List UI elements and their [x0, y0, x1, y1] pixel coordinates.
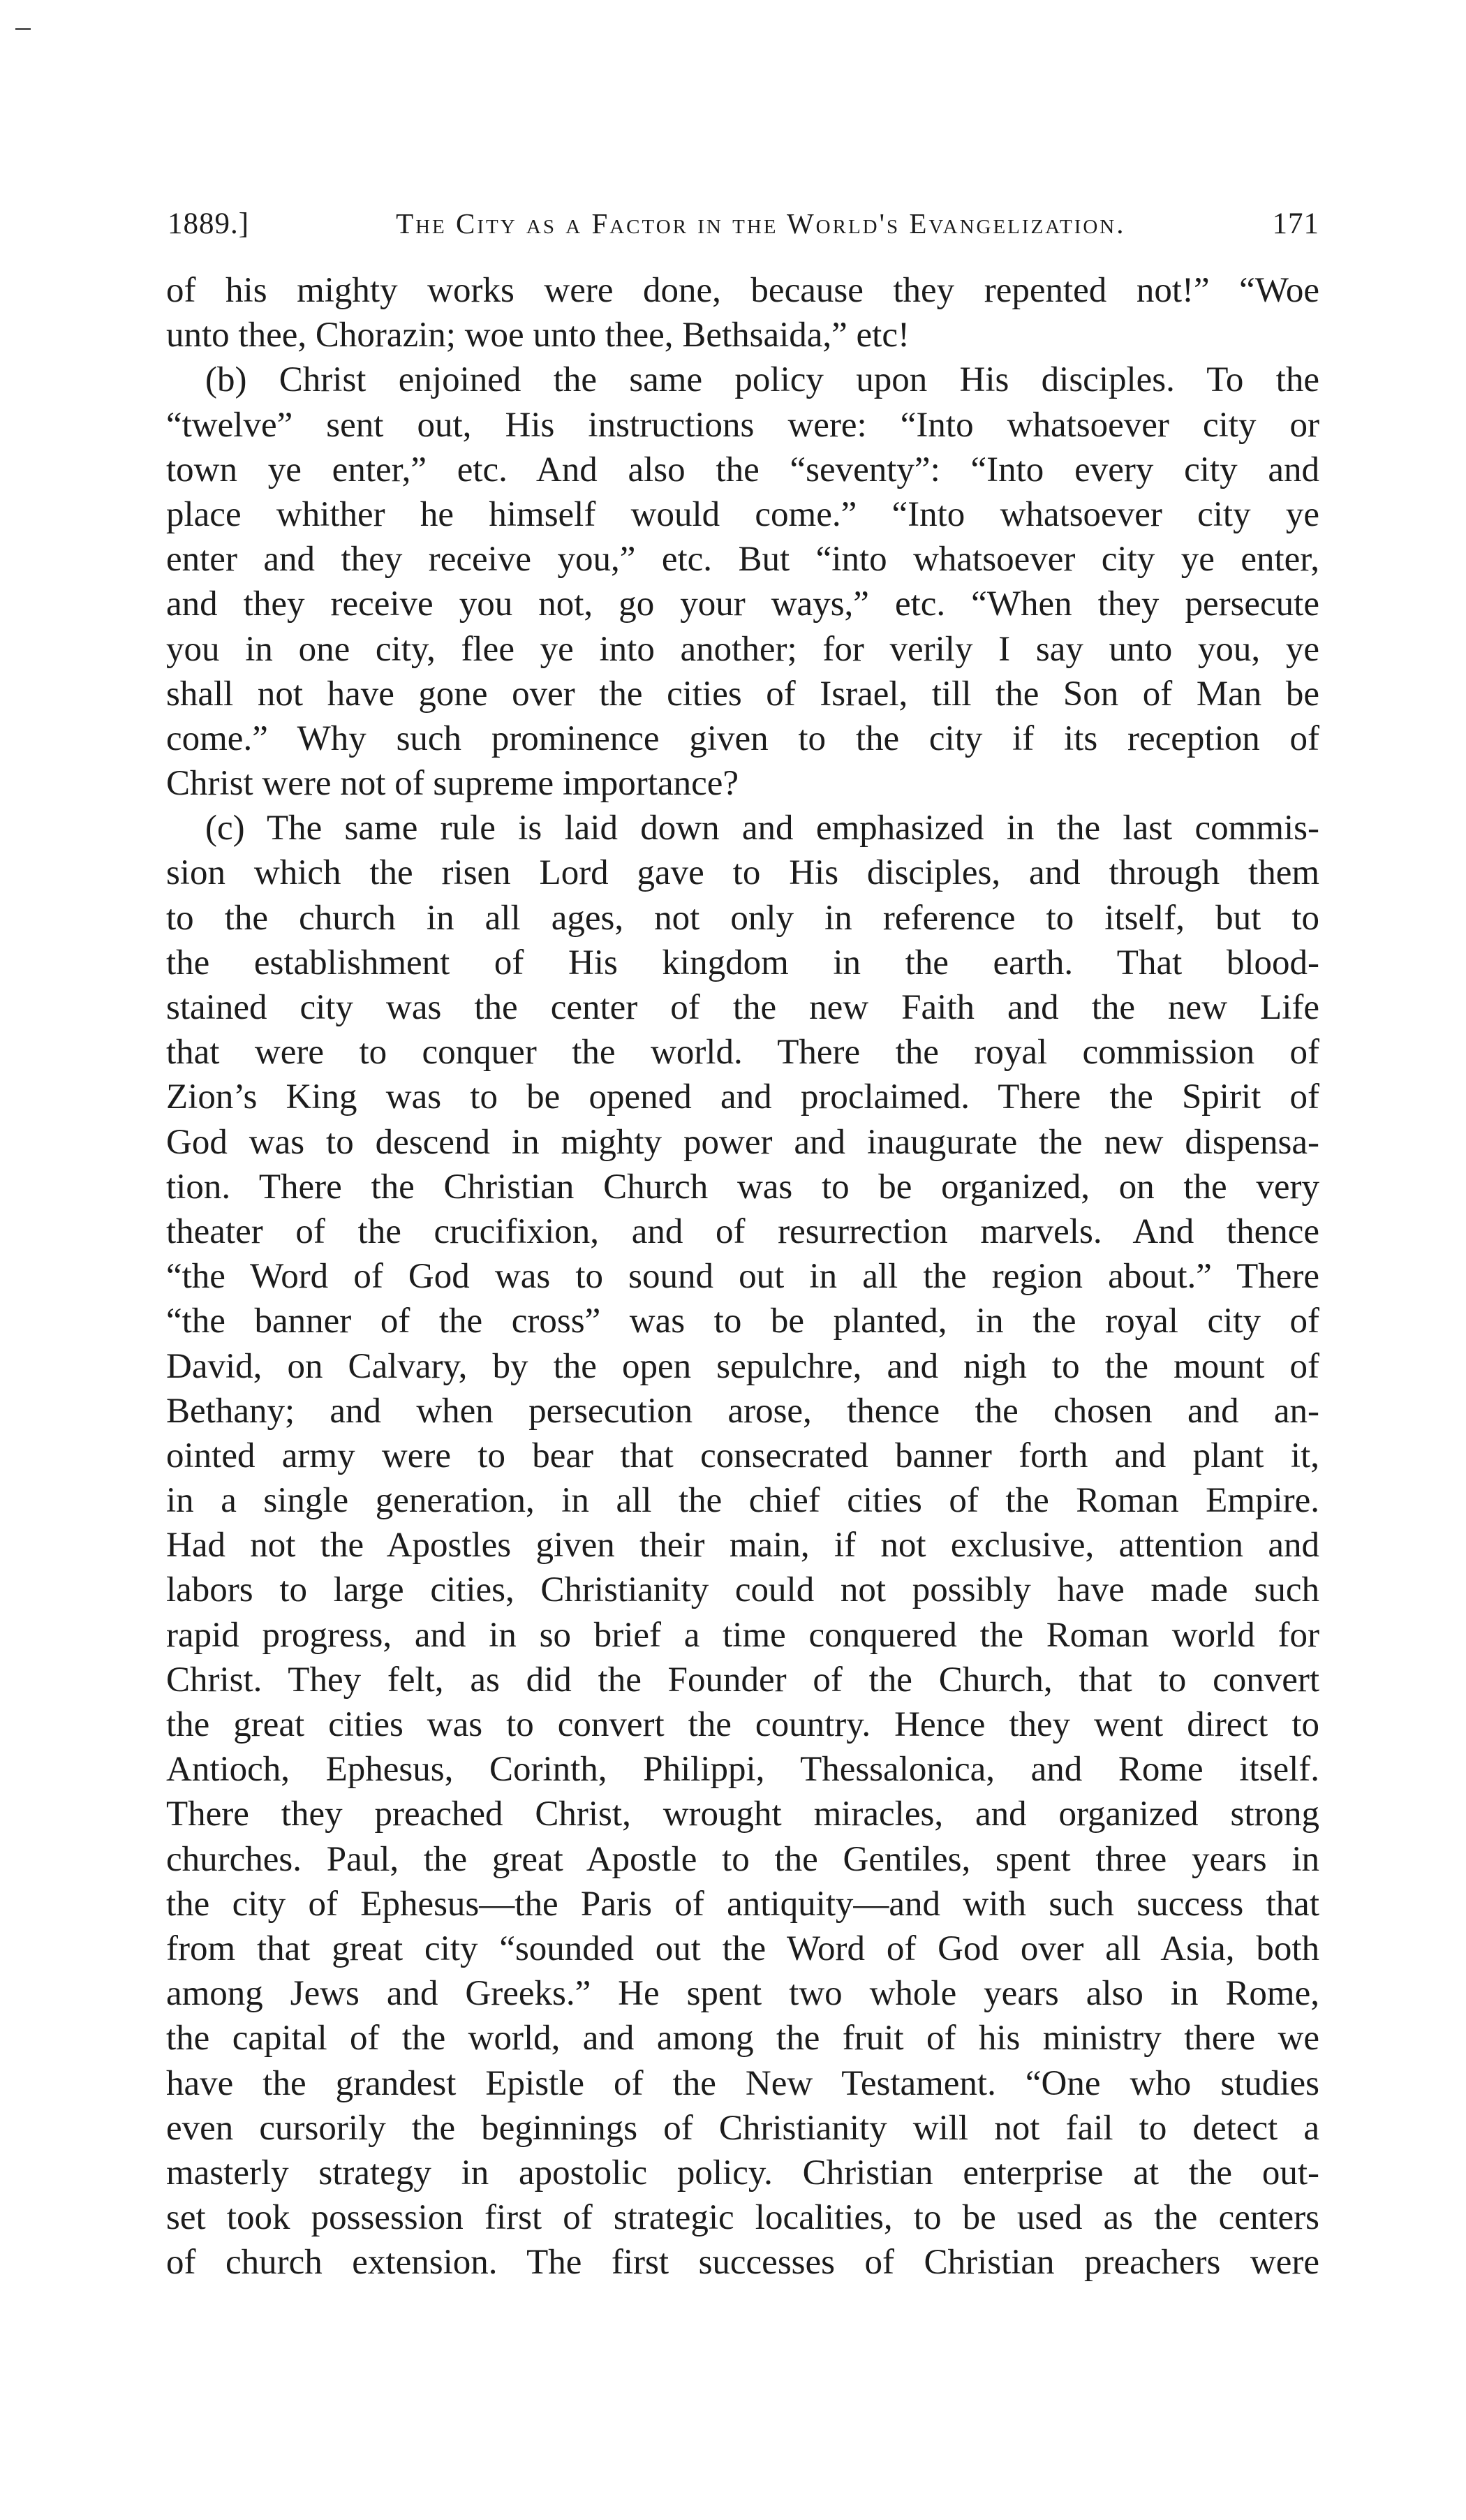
running-head: [168, 207, 1319, 263]
text-line: ointed army were to bear that consecrated banner forth and plant it,: [166, 1436, 1319, 1475]
page-number: 171: [1272, 207, 1319, 240]
scan-mark: [15, 28, 31, 30]
header-year: 1889.]: [168, 207, 250, 240]
text-line: you in one city, flee ye into another; for verily I say unto you, ye: [166, 629, 1319, 669]
text-line: There they preached Christ, wrought miracles, and organized strong: [166, 1795, 1319, 1834]
text-line: set took possession first of strategic localities, to be used as the centers: [166, 2198, 1319, 2238]
text-line: churches. Paul, the great Apostle to the Gentiles, spent three years in: [166, 1839, 1319, 1879]
text-line: masterly strategy in apostolic policy. Christian enterprise at the out-: [166, 2153, 1319, 2193]
text-line: in a single generation, in all the chief cities of the Roman Empire.: [166, 1481, 1319, 1521]
text-line: stained city was the center of the new Faith and the new Life: [166, 988, 1319, 1027]
header-title: The City as a Factor in the World's Evangelization.: [396, 207, 1126, 240]
text-line: and they receive you not, go your ways,” etc. “When they persecute: [166, 584, 1319, 624]
text-line: rapid progress, and in so brief a time conquered the Roman world for: [166, 1615, 1319, 1655]
text-line: place whither he himself would come.” “Into whatsoever city ye: [166, 494, 1319, 534]
text-line: “twelve” sent out, His instructions were: “Into whatsoever city or: [166, 405, 1319, 445]
text-line: among Jews and Greeks.” He spent two whole years also in Rome,: [166, 1974, 1319, 2014]
text-line: (b) Christ enjoined the same policy upon His disciples. To the: [205, 360, 1319, 400]
text-line: come.” Why such prominence given to the city if its reception of: [166, 719, 1319, 758]
text-line: labors to large cities, Christianity could not possibly have made such: [166, 1570, 1319, 1610]
text-line: Bethany; and when persecution arose, thence the chosen and an-: [166, 1391, 1319, 1431]
text-line: the great cities was to convert the country. Hence they went direct to: [166, 1705, 1319, 1744]
body-text: [166, 268, 1319, 2285]
text-line: of his mighty works were done, because they repented not!” “Woe: [166, 271, 1319, 310]
text-line: tion. There the Christian Church was to be organized, on the very: [166, 1167, 1319, 1207]
text-line: that were to conquer the world. There the royal commission of: [166, 1033, 1319, 1073]
text-line: shall not have gone over the cities of Israel, till the Son of Man be: [166, 674, 1319, 714]
text-line: even cursorily the beginnings of Christianity will not fail to detect a: [166, 2108, 1319, 2148]
text-line: of church extension. The first successes of Christian preachers were: [166, 2243, 1319, 2283]
text-line: to the church in all ages, not only in reference to itself, but to: [166, 898, 1319, 938]
text-line: “the Word of God was to sound out in all the region about.” There: [166, 1257, 1319, 1297]
text-line: the capital of the world, and among the fruit of his ministry there we: [166, 2019, 1319, 2058]
text-line: (c) The same rule is laid down and emphasized in the last commis-: [205, 809, 1319, 848]
text-line: the city of Ephesus—the Paris of antiquity—and with such success that: [166, 1884, 1319, 1924]
text-line: David, on Calvary, by the open sepulchre, and nigh to the mount of: [166, 1346, 1319, 1386]
text-line: sion which the risen Lord gave to His disciples, and through them: [166, 853, 1319, 893]
text-line: Had not the Apostles given their main, if not exclusive, attention and: [166, 1526, 1319, 1565]
text-line: “the banner of the cross” was to be planted, in the royal city of: [166, 1302, 1319, 1341]
text-line: Antioch, Ephesus, Corinth, Philippi, Thessalonica, and Rome itself.: [166, 1750, 1319, 1790]
text-line: from that great city “sounded out the Word of God over all Asia, both: [166, 1929, 1319, 1968]
text-line: enter and they receive you,” etc. But “into whatsoever city ye enter,: [166, 540, 1319, 580]
text-line: God was to descend in mighty power and inaugurate the new dispensa-: [166, 1122, 1319, 1162]
text-line: have the grandest Epistle of the New Testament. “One who studies: [166, 2063, 1319, 2103]
text-line: the establishment of His kingdom in the earth. That blood-: [166, 943, 1319, 982]
text-line: Zion’s King was to be opened and proclaimed. There the Spirit of: [166, 1077, 1319, 1117]
text-line: Christ. They felt, as did the Founder of the Church, that to convert: [166, 1660, 1319, 1700]
text-line: unto thee, Chorazin; woe unto thee, Bethsaida,” etc!: [166, 316, 910, 355]
text-line: theater of the crucifixion, and of resurrection marvels. And thence: [166, 1211, 1319, 1251]
text-line: town ye enter,” etc. And also the “seventy”: “Into every city and: [166, 450, 1319, 489]
text-line: Christ were not of supreme importance?: [166, 764, 739, 804]
